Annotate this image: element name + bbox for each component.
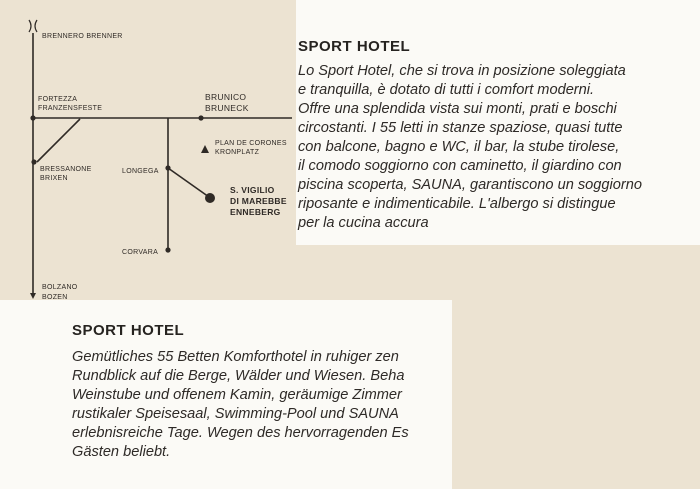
german-line: erlebnisreiche Tage. Wegen des hervorragenden Es [72, 425, 409, 441]
label-brenner: BRENNERO BRENNER [42, 33, 123, 40]
label-longega: LONGEGA [122, 168, 159, 175]
label-corvara: CORVARA [122, 249, 159, 256]
label-plan-de-corones: PLAN DE CORONES [215, 140, 287, 147]
italian-line: circostanti. I 55 letti in stanze spaziose, quasi tutte [298, 120, 623, 136]
label-s-vigilio: S. VIGILIO [230, 185, 275, 195]
label-kronplatz: KRONPLATZ [215, 149, 260, 156]
german-line: rustikaler Speisesaal, Swimming-Pool und SAUNA [72, 406, 399, 422]
label-bruneck: BRUNECK [205, 103, 249, 113]
german-title: SPORT HOTEL [72, 322, 185, 339]
italian-line: piscina scoperta, SAUNA, garantiscono un soggiorno [298, 177, 642, 193]
label-fortezza: FORTEZZA [38, 96, 78, 103]
town-dot-bressanone [31, 159, 36, 164]
south-arrow-icon [30, 293, 36, 299]
german-line: Rundblick auf die Berge, Wälder und Wiesen. Beha [72, 368, 405, 384]
label-enneberg: ENNEBERG [230, 207, 281, 217]
italian-description [298, 62, 642, 233]
italian-title: SPORT HOTEL [298, 38, 411, 55]
label-bozen: BOZEN [42, 294, 68, 301]
label-di-marebbe: DI MAREBBE [230, 196, 287, 206]
pass-symbol-icon [29, 20, 37, 32]
route-map [0, 0, 300, 310]
italian-line: per la cucina accura [298, 215, 429, 231]
road-s-vigilio [168, 168, 209, 197]
german-line: Gemütliches 55 Betten Komforthotel in ruhiger zen [72, 349, 399, 365]
label-brixen: BRIXEN [40, 175, 68, 182]
town-dot-longega [165, 165, 170, 170]
german-line: Gästen beliebt. [72, 444, 171, 460]
italian-line: Offre una splendida vista sui monti, prati e boschi [298, 101, 617, 117]
mountain-icon [201, 145, 209, 153]
german-description [72, 348, 452, 462]
town-dot-fortezza [30, 115, 35, 120]
label-bressanone: BRESSANONE [40, 166, 92, 173]
town-dot-brunico [198, 115, 203, 120]
italian-line: riposante e indimenticabile. L'albergo si distingue [298, 196, 616, 212]
label-franzensfeste: FRANZENSFESTE [38, 105, 103, 112]
italian-line: con balcone, bagno e WC, il bar, la stube tirolese, [298, 139, 620, 155]
town-dot-corvara [165, 247, 170, 252]
label-bolzano: BOLZANO [42, 284, 78, 291]
german-line: Weinstube und offenem Kamin, geräumige Zimmer [72, 387, 402, 403]
italian-line: e tranquilla, è dotato di tutti i comfort moderni. [298, 82, 595, 98]
italian-line: il comodo soggiorno con caminetto, il giardino con [298, 158, 622, 174]
label-brunico: BRUNICO [205, 92, 247, 102]
road-diagonal [37, 119, 80, 162]
town-dot-s-vigilio [205, 193, 215, 203]
italian-line: Lo Sport Hotel, che si trova in posizione soleggiata [298, 63, 626, 79]
